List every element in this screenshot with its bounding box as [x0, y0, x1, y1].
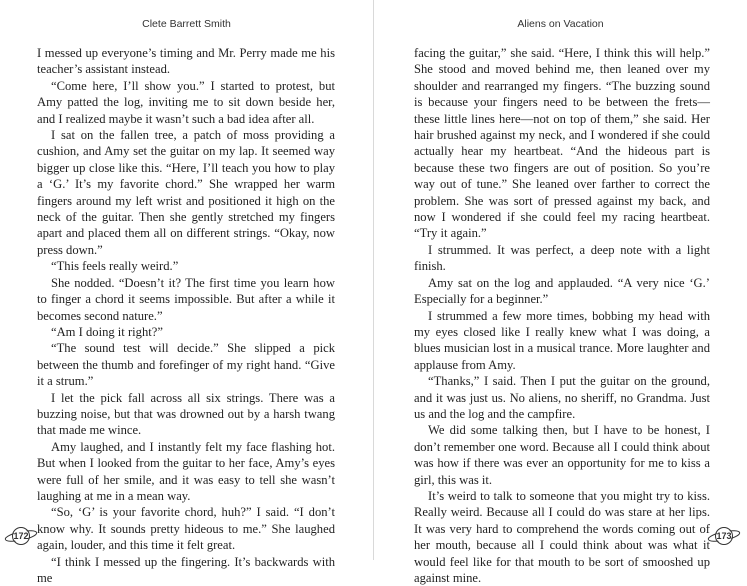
paragraph: “Come here, I’ll show you.” I started to protest, but Amy patted the log, inviting me to sit down beside her, and I realized maybe it wasn’t such a bad idea after all. — [37, 78, 335, 126]
running-head-author: Clete Barrett Smith — [142, 18, 231, 30]
paragraph: I sat on the fallen tree, a patch of moss providing a cushion, and Amy set the guitar on my lap. It seemed way bigger up close like this. “Here, I’ll teach you how to play a ‘G.’ It’s my favorite chord.” She wrapped her warm fingers around my left wrist and positioned it high on the neck of the guitar. Then she gently stretched my fingers apart and placed them all on different strings. “Okay, now press down.” — [37, 128, 335, 257]
paragraph: I strummed. It was perfect, a deep note with a light finish. — [414, 242, 710, 274]
paragraph: “The sound test will decide.” She slipped a pick between the thumb and forefinger of my right hand. “Give it a strum.” — [37, 341, 335, 389]
paragraph: It’s weird to talk to someone that you might try to kiss. Really weird. Because all I could do was stare at her lips. It was very hard to comprehend the words coming out of her mouth, because all I could think about was what it would feel like for that mouth to be sort of smooshed up against mine. — [414, 488, 710, 585]
paragraph: I messed up everyone’s timing and Mr. Perry made me his teacher’s assistant instead. — [37, 46, 335, 77]
paragraph: “Thanks,” I said. Then I put the guitar on the ground, and it was just us. No aliens, no sheriff, no Grandma. Just us and the log and the campfire. — [414, 374, 710, 421]
paragraph: We did some talking then, but I have to be honest, I don’t remember one word. Because all I could think about was how if there was ever an opportunity for me to kiss a girl, this was it. — [414, 423, 710, 487]
paragraph: I let the pick fall across all six strings. There was a buzzing noise, but that was drowned out by a harsh twang that made me wince. — [37, 390, 335, 438]
paragraph: “I think I messed up the fingering. It’s backwards with me — [37, 554, 335, 585]
paragraph: Amy laughed, and I instantly felt my face flashing hot. But when I looked from the guitar to her face, Amy’s eyes were full of her smile, and it was easy to tell she wasn’t laughing at me in a mean way. — [37, 439, 335, 503]
page-number-right — [707, 525, 741, 547]
paragraph: Amy sat on the log and applauded. “A very nice ‘G.’ Especially for a beginner.” — [414, 275, 710, 307]
left-page-body — [37, 45, 335, 586]
page-number-text: 173 — [716, 531, 732, 541]
paragraph: “So, ‘G’ is your favorite chord, huh?” I said. “I don’t know why. It sounds pretty hideous to me.” She laughed again, louder, and this time it felt great. — [37, 505, 335, 553]
left-page — [0, 0, 373, 585]
paragraph: “Am I doing it right?” — [51, 324, 163, 339]
running-head-title: Aliens on Vacation — [517, 18, 604, 30]
paragraph: facing the guitar,” she said. “Here, I think this will help.” She stood and moved behind me, then leaned over my shoulder and rearranged my fingers. “The buzzing sound is because your fingers need to be between the frets—these little lines here—not on top of them,” she said. Her hair brushed against my neck, and I wondered if she could actually hear my heartbeat. “And the hideous part is because these two fingers are out of position. So you’re way out of tune.” She leaned over farther to correct the problem. She was sort of pressed against my back, and now I wondered if she could feel my racing heartbeat. “Try it again.” — [414, 46, 710, 241]
right-page — [374, 0, 747, 585]
paragraph: I strummed a few more times, bobbing my head with my eyes closed like I really knew what I was doing, a blues musician lost in a musical trance. More laughter and applause from Amy. — [414, 308, 710, 372]
paragraph: “This feels really weird.” — [51, 259, 179, 274]
right-page-body — [414, 45, 710, 586]
page-number-left — [4, 525, 38, 547]
page-number-text: 172 — [13, 531, 29, 541]
paragraph: She nodded. “Doesn’t it? The first time you learn how to finger a chord it seems impossible. But after a while it becomes second nature.” — [37, 275, 335, 323]
